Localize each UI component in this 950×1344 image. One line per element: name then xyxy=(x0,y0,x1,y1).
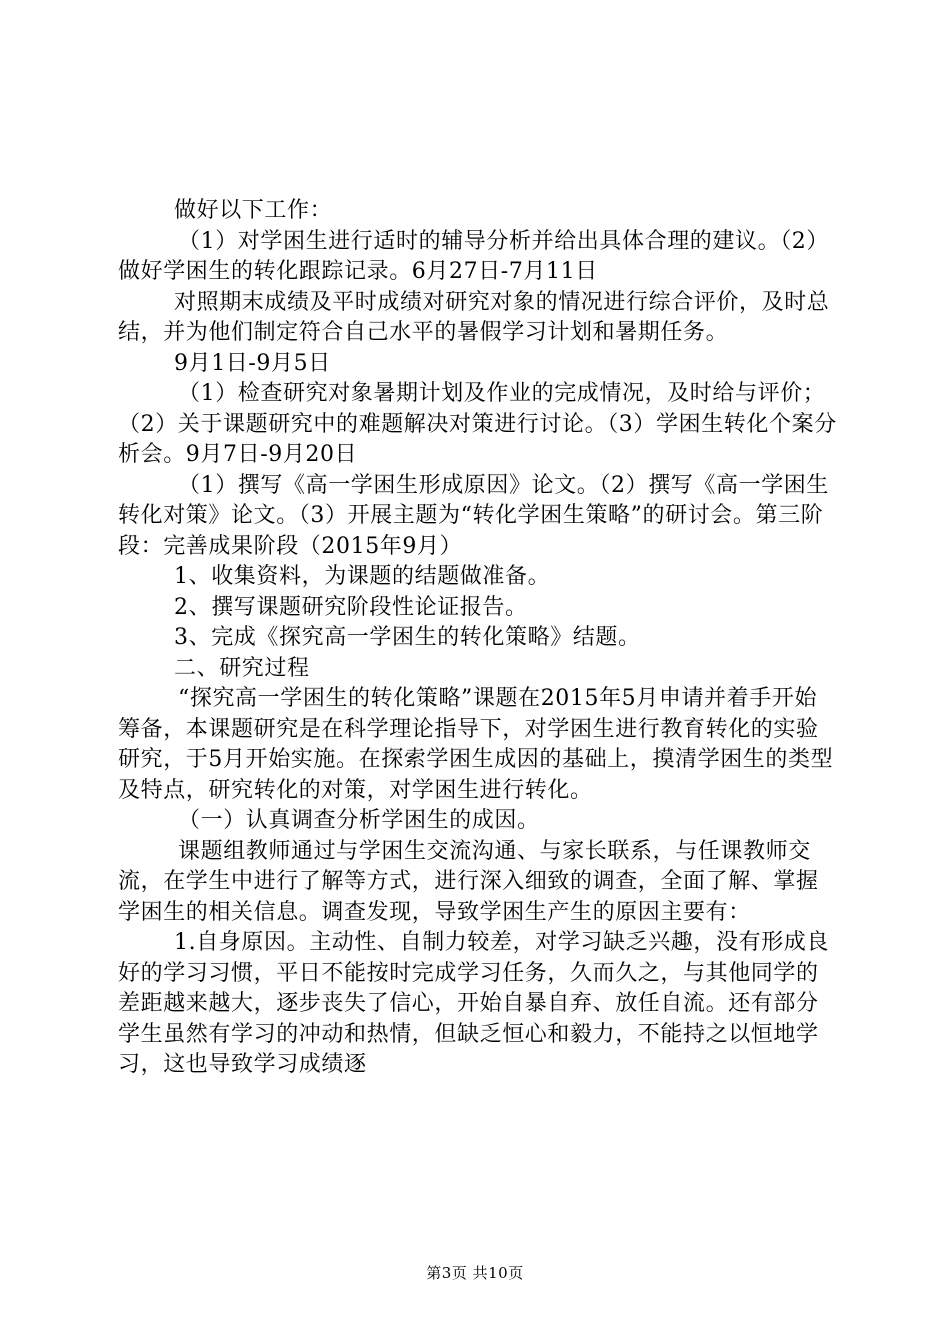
section-heading-research-process: 二、研究过程 xyxy=(174,655,310,681)
paragraph-6: （1）撰写《高一学困生形成原因》论文。（2）撰写《高一学困生转化对策》论文。（3）开展主题为“转化学困生策略”的研讨会。第三阶段：完善成果阶段（2015年9月） xyxy=(118,472,829,559)
paragraph-7: 1、收集资料，为课题的结题做准备。 xyxy=(174,564,551,589)
paragraph-2: （1）对学困生进行适时的辅导分析并给出具体合理的建议。（2）做好学困生的转化跟踪记录。6月27日-7月11日 xyxy=(118,228,829,284)
paragraph-5: （1）检查研究对象暑期计划及作业的完成情况，及时给与评价；（2）关于课题研究中的难题解决对策进行讨论。（3）学困生转化个案分析会。9月7日-9月20日 xyxy=(118,381,837,467)
paragraph-13: 课题组教师通过与学困生交流沟通、与家长联系，与任课教师交流，在学生中进行了解等方式，进行深入细致的调查，全面了解、掌握学困生的相关信息。调查发现，导致学困生产生的原因主要有： xyxy=(118,838,819,925)
paragraph-11: “探究高一学困生的转化策略”课题在2015年5月申请并着手开始筹备，本课题研究是在科学理论指导下，对学困生进行教育转化的实验研究，于5月开始实施。在探索学困生成因的基础上，摸清学困生的类型及特点，研究转化的对策，对学困生进行转化。 xyxy=(118,686,834,803)
subsection-heading-causes: （一）认真调查分析学困生的成因。 xyxy=(178,808,540,833)
paragraph-3: 对照期末成绩及平时成绩对研究对象的情况进行综合评价，及时总结，并为他们制定符合自己水平的暑假学习计划和暑期任务。 xyxy=(118,289,830,345)
paragraph-4: 9月1日-9月5日 xyxy=(174,350,331,376)
paragraph-8: 2、撰写课题研究阶段性论证报告。 xyxy=(174,594,528,620)
paragraph-9: 3、完成《探究高一学困生的转化策略》结题。 xyxy=(174,625,641,650)
paragraph-1: 做好以下工作： xyxy=(174,198,333,223)
page-number-footer: 第3页 共10页 xyxy=(426,1264,524,1282)
paragraph-14: 1.自身原因。主动性、自制力较差，对学习缺乏兴趣，没有形成良好的学习习惯，平日不能按时完成学习任务，久而久之，与其他同学的差距越来越大，逐步丧失了信心，开始自暴自弃、放任自流。还有部分学生虽然有学习的冲动和热情，但缺乏恒心和毅力，不能持之以恒地学习，这也导致学习成绩逐 xyxy=(118,930,829,1077)
document-body xyxy=(118,196,838,1081)
